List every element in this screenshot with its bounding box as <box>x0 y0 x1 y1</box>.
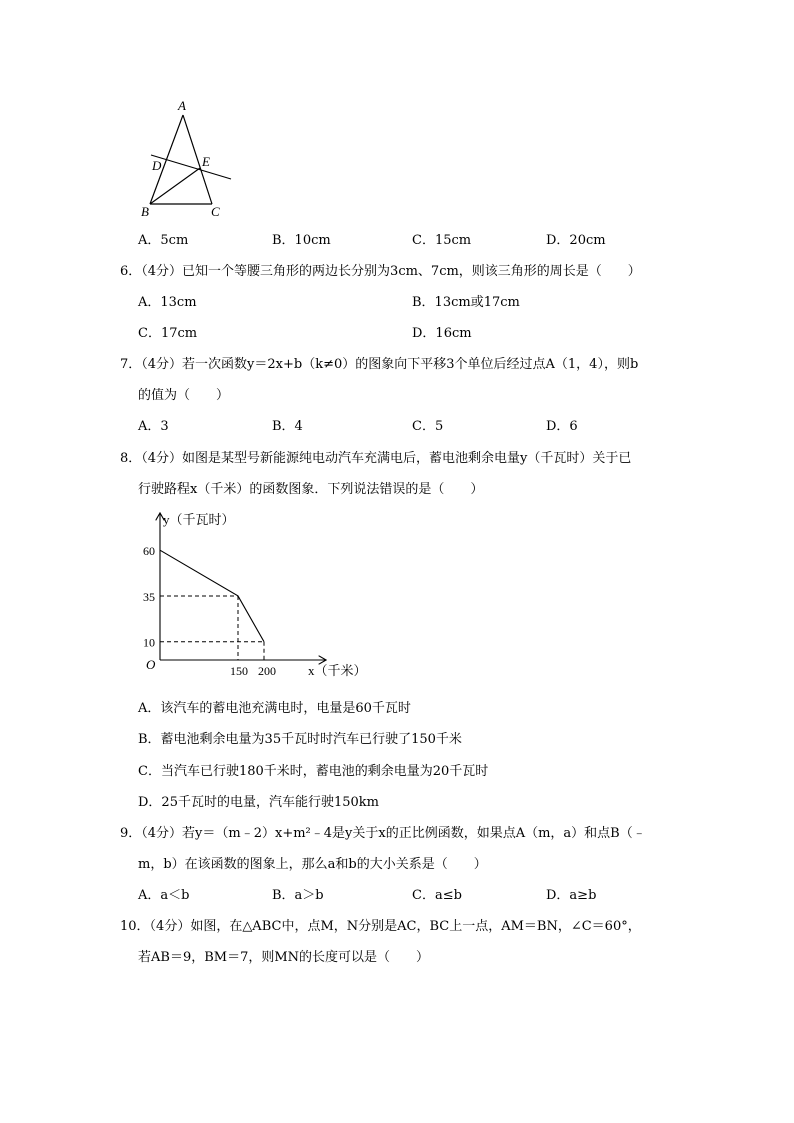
q5-option-d: D．20cm <box>546 233 606 248</box>
origin-label: O <box>146 657 156 672</box>
q7-stem-line2: 的值为（ ） <box>138 388 230 403</box>
q10-stem-line1: 10．（4分）如图，在△ABC中，点M，N分别是AC，BC上一点，AM＝BN，∠C＝60°， <box>120 919 641 934</box>
q6-stem: 6．（4分）已知一个等腰三角形的两边长分别为3cm、7cm，则该三角形的周长是（ ） <box>120 264 641 279</box>
triangle-figure <box>138 96 238 220</box>
q6-option-c: C．17cm <box>138 326 198 341</box>
y-tick-label: 10 <box>143 635 155 650</box>
q8-stem-line2: 行驶路程x（千米）的函数图象．下列说法错误的是（ ） <box>138 482 484 497</box>
x-tick-label: 150 <box>230 664 248 678</box>
label-b: B <box>141 204 149 219</box>
line-de <box>151 155 231 179</box>
q10-stem-line2: 若AB＝9，BM＝7，则MN的长度可以是（ ） <box>138 950 430 965</box>
q9-option-a: A．a＜b <box>138 888 190 903</box>
q9-option-d: D．a≥b <box>546 888 597 903</box>
y-axis-label: y（千瓦时） <box>163 512 235 527</box>
label-c: C <box>211 204 220 219</box>
q8-option-b: B．蓄电池剩余电量为35千瓦时时汽车已行驶了150千米 <box>138 732 462 747</box>
label-e: E <box>202 154 210 169</box>
q7-option-d: D．6 <box>546 419 578 434</box>
q9-stem-line1: 9．（4分）若y＝（m﹣2）x+m²﹣4是y关于x的正比例函数，如果点A（m，a）和点B（﹣ <box>120 826 646 841</box>
y-tick-label: 60 <box>143 544 155 559</box>
x-axis-label: x（千米） <box>308 663 367 678</box>
q7-option-c: C．5 <box>412 419 444 434</box>
q5-option-a: A．5cm <box>138 233 189 248</box>
y-tick-label: 35 <box>143 589 155 604</box>
q9-stem-line2: m，b）在该函数的图象上，那么a和b的大小关系是（ ） <box>138 857 487 872</box>
q5-option-b: B．10cm <box>272 233 331 248</box>
q5-option-c: C．15cm <box>412 233 472 248</box>
q8-option-d: D．25千瓦时的电量，汽车能行驶150km <box>138 795 379 810</box>
q7-stem-line1: 7．（4分）若一次函数y＝2x+b（k≠0）的图象向下平移3个单位后经过点A（1，4），则b <box>120 357 639 372</box>
x-tick-label: 200 <box>258 664 276 678</box>
label-d: D <box>152 158 162 173</box>
q8-stem-line1: 8．（4分）如图是某型号新能源纯电动汽车充满电后，蓄电池剩余电量y（千瓦时）关于已 <box>120 451 632 466</box>
q7-option-b: B．4 <box>272 419 303 434</box>
q7-option-a: A．3 <box>138 419 169 434</box>
battery-chart <box>130 508 370 683</box>
label-a: A <box>178 98 186 113</box>
segment-be <box>150 168 200 204</box>
q6-option-d: D．16cm <box>412 326 472 341</box>
q9-option-c: C．a≤b <box>412 888 462 903</box>
q8-option-a: A．该汽车的蓄电池充满电时，电量是60千瓦时 <box>138 701 411 716</box>
q6-option-a: A．13cm <box>138 295 197 310</box>
q6-option-b: B．13cm或17cm <box>412 295 520 310</box>
q9-option-b: B．a＞b <box>272 888 324 903</box>
q8-option-c: C．当汽车已行驶180千米时，蓄电池的剩余电量为20千瓦时 <box>138 764 489 779</box>
